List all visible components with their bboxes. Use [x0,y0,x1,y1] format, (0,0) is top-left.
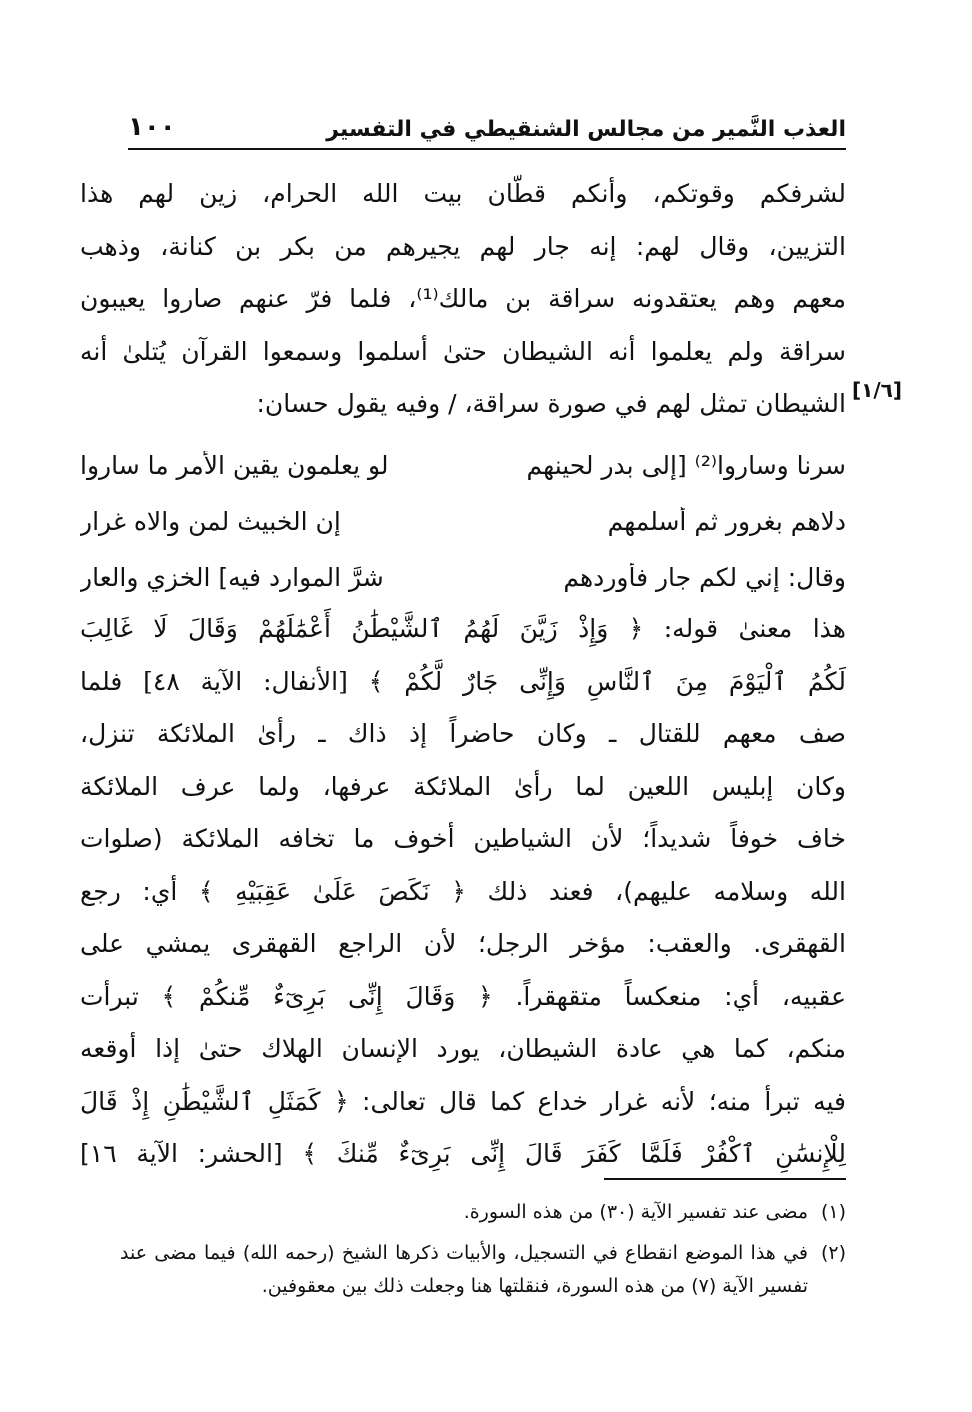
margin-reference: [١/٦] [852,378,902,402]
text-line: القهقرى. والعقب: مؤخر الرجل؛ لأن الراجع القهقرى يمشي على [80,929,846,958]
page-header [128,100,846,150]
footnote-text: في هذا الموضع انقطاع في التسجيل، والأبيات ذكرها الشيخ (رحمه الله) فيما مضى عند تفسير الآية (٧) من هذه السورة، فنقلتها هنا وجعلت ذلك بين معقوفين. [120,1242,808,1297]
text-line: لشرفكم وقوتكم، وأنكم قطّان بيت الله الحرام، زين لهم هذا [80,179,846,208]
verse-first-half: وقال: إني لكم جار فأوردهم [563,562,846,592]
paragraph-2 [80,603,846,1181]
poem-verse [80,493,846,549]
verse-second-half: إن الخبيث لمن والاه غرار [80,506,341,536]
text-line: سراقة ولم يعلموا أنه الشيطان حتىٰ أسلموا وسمعوا القرآن يُتلىٰ أنه [80,336,846,366]
poem-verse [80,549,846,605]
text-line: لِلْإِنسَٰنِ ٱكْفُرْ فَلَمَّا كَفَرَ قَالَ إِنِّى بَرِىٓءٌ مِّنكَ ﴾ [الحشر: الآية ١٦] [80,1139,846,1168]
verse-second-half: شرَّ الموارد فيه] الخزي والعار [80,562,384,592]
text-line: خاف خوفاً شديداً؛ لأن الشياطين أخوف ما تخافه الملائكة (صلوات [80,824,846,853]
text-line: التزيين، وقال لهم: إنه جار لهم يجيرهم من بكر بن كنانة، وذهب [80,231,846,261]
footnote-number: (٢) [820,1242,846,1264]
footnote [120,1237,846,1303]
text-line: معهم وهم يعتقدونه سراقة بن مالك⁽¹⁾، فلما فرّ عنهم صاروا يعيبون [80,284,846,313]
text-line: لَكُمُ ٱلْيَوْمَ مِنَ ٱلنَّاسِ وَإِنِّى جَارٌ لَّكُمْ ﴾ [الأنفال: الآية ٤٨] فلما [80,666,846,696]
text-line: وكان إبليس اللعين لما رأىٰ الملائكة عرفها، ولما عرف الملائكة [80,771,846,801]
verse-second-half: لو يعلمون يقين الأمر ما ساروا [80,450,389,480]
text-line: الله وسلامه عليهم)، فعند ذلك ﴿ نَكَصَ عَلَىٰ عَقِبَيْهِ ﴾ أي: رجع [80,876,846,906]
verse-first-half: دلاهم بغرور ثم أسلمهم [607,506,846,536]
running-title: العذب النَّمير من مجالس الشنقيطي في التفسير [326,117,846,142]
footnote-number: (١) [820,1201,846,1223]
page-number: ١٠٠ [128,112,176,142]
poem-verse [80,437,846,493]
text-line: عقبيه، أي: منعكساً متقهقراً. ﴿ وَقَالَ إِنِّى بَرِىٓءٌ مِّنكُمْ ﴾ تبرأت [80,981,846,1011]
paragraph-1 [80,168,846,431]
footnote [120,1196,846,1229]
footnote-text: مضى عند تفسير الآية (٣٠) من هذه السورة. [463,1201,808,1223]
verse-first-half: سرنا وساروا⁽²⁾ [إلى بدر لحينهم [526,450,846,480]
footnotes [120,1196,846,1311]
text-line: فيه تبرأ منه؛ لأنه غرار خداع كما قال تعالى: ﴿ كَمَثَلِ ٱلشَّيْطَٰنِ إِذْ قَالَ [80,1086,846,1116]
poem [80,437,846,605]
text-line: الشيطان تمثل لهم في صورة سراقة، / وفيه يقول حسان: [256,389,846,418]
footnote-divider [604,1178,846,1180]
text-line: منكم، كما هي عادة الشيطان، يورد الإنسان الهلاك حتىٰ إذا أوقعه [80,1034,846,1063]
text-line: هذا معنىٰ قوله: ﴿ وَإِذْ زَيَّنَ لَهُمُ ٱلشَّيْطَٰنُ أَعْمَٰلَهُمْ وَقَالَ لَا غَالِبَ [80,614,846,643]
text-line: صف معهم للقتال ـ وكان حاضراً إذ ذاك ـ رأىٰ الملائكة تنزل، [80,719,846,748]
